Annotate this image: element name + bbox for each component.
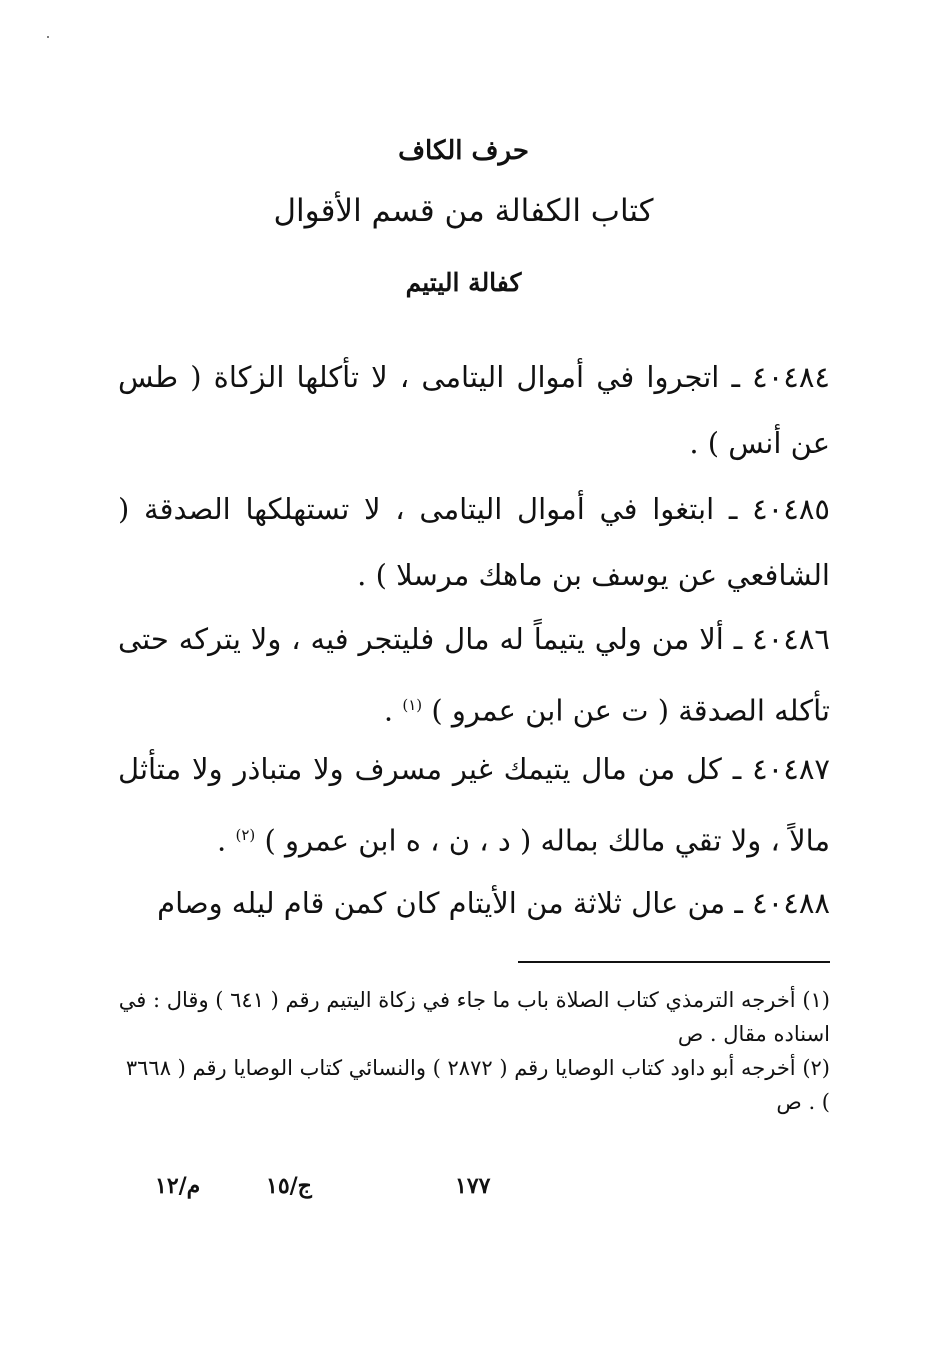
hadith-text: ابتغوا في أموال اليتامى ، لا تستهلكها الصدقة ( الشافعي عن يوسف بن ماهك مرسلا ) . (118, 492, 830, 592)
book-title: كتاب الكفالة من قسم الأقوال (273, 193, 654, 229)
footnote-1: (١) أخرجه الترمذي كتاب الصلاة باب ما جاء في زكاة اليتيم رقم ( ٦٤١ ) وقال : في اسناده مقال . ص (118, 988, 830, 1046)
chapter-heading: حرف الكاف (398, 136, 529, 166)
volume-ref: ج/١٥ (266, 1173, 312, 1199)
page-speck (47, 36, 49, 38)
hadith-text: اتجروا في أموال اليتامى ، لا تأكلها الزكاة ( طس عن أنس ) . (118, 360, 830, 460)
page-number: ١٧٧ (455, 1173, 491, 1199)
hadith-number: ٤٠٤٨٨ (752, 886, 830, 920)
footnote-divider (518, 961, 830, 963)
footnote-marker[interactable]: (٢) (235, 826, 256, 844)
hadith-paragraph: ٤٠٤٨٤ ـ اتجروا في أموال اليتامى ، لا تأكلها الزكاة ( طس عن أنس ) . (118, 360, 831, 460)
hadith-number: ٤٠٤٨٤ (752, 360, 831, 394)
hadith-number: ٤٠٤٨٦ (752, 622, 830, 656)
hadith-number: ٤٠٤٨٧ (752, 752, 830, 786)
hadith-paragraph: ٤٠٤٨٦ ـ ألا من ولي يتيماً له مال فليتجر فيه ، ولا يتركه حتى تأكله الصدقة ( ت عن ابن عمرو ) $^{(١)}$ . (118, 622, 830, 728)
footnote-2: (٢) أخرجه أبو داود كتاب الوصايا رقم ( ٢٨٧٢ ) والنسائي كتاب الوصايا رقم ( ٣٦٦٨ ) . ص (125, 1056, 830, 1114)
hadith-number: ٤٠٤٨٥ (752, 492, 830, 526)
other-ref: م/١٢ (155, 1173, 201, 1199)
hadith-text: من عال ثلاثة من الأيتام كان كمن قام ليله وصام (157, 886, 726, 920)
footnote-marker[interactable]: (١) (402, 696, 423, 714)
hadith-text: كل من مال يتيمك غير مسرف ولا متباذر ولا متأثل مالاً ، ولا تقي مالك بماله ( د ، ن ، ه ابن عمرو ) (118, 752, 830, 858)
hadith-text: ألا من ولي يتيماً له مال فليتجر فيه ، ولا يتركه حتى تأكله الصدقة ( ت عن ابن عمرو ) (118, 622, 830, 728)
hadith-paragraph: ٤٠٤٨٨ ـ من عال ثلاثة من الأيتام كان كمن قام ليله وصام (157, 886, 830, 920)
section-heading: كفالة اليتيم (405, 268, 522, 297)
hadith-paragraph: ٤٠٤٨٧ ـ كل من مال يتيمك غير مسرف ولا متباذر ولا متأثل مالاً ، ولا تقي مالك بماله ( د ، ن ، ه ابن عمرو ) $^{(٢)}$ . (118, 752, 830, 858)
footnotes (118, 983, 830, 1119)
hadith-paragraph: ٤٠٤٨٥ ـ ابتغوا في أموال اليتامى ، لا تستهلكها الصدقة ( الشافعي عن يوسف بن ماهك مرسلا ) . (118, 492, 830, 592)
